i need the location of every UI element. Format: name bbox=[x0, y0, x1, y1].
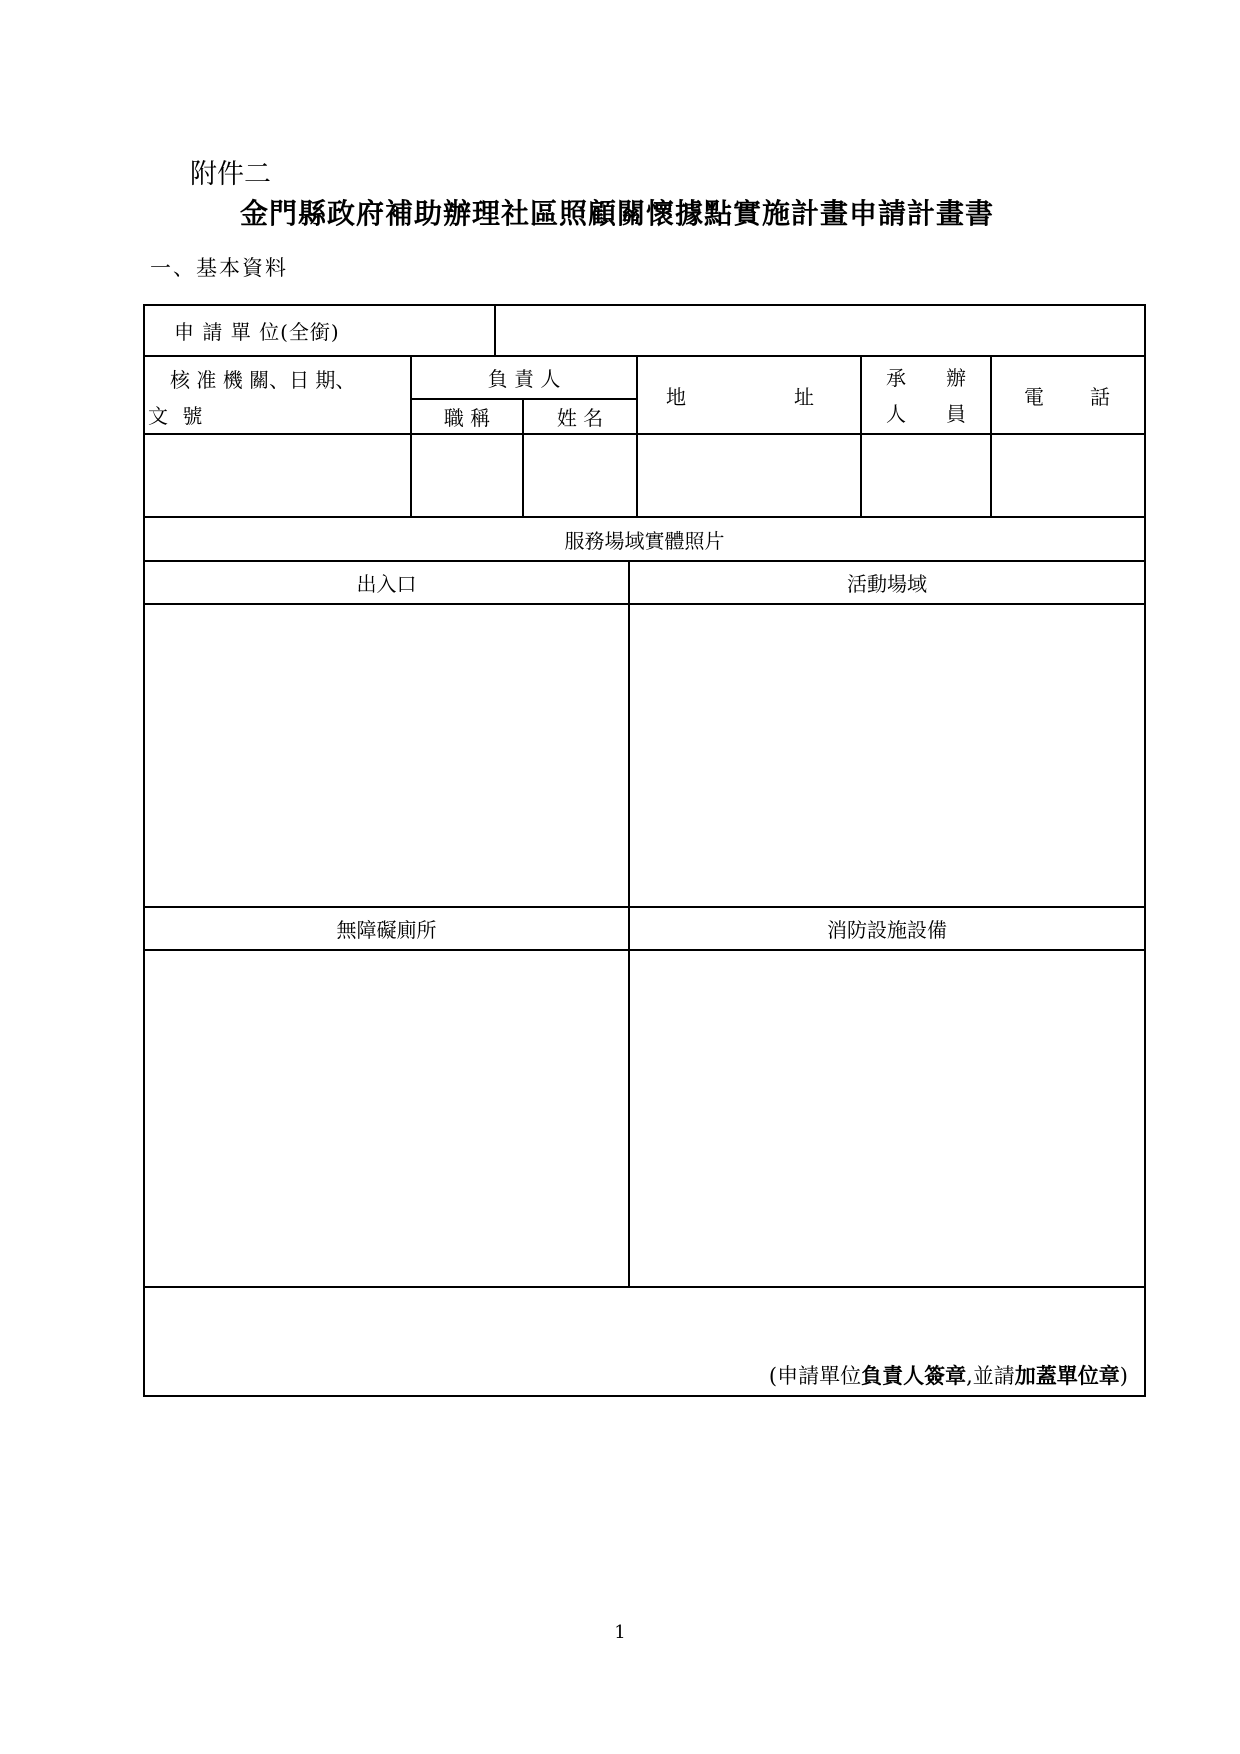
applicant-value-field[interactable] bbox=[498, 306, 1144, 355]
column-divider bbox=[494, 304, 496, 356]
approval-label bbox=[148, 362, 406, 434]
responsible-person-header: 負 責 人 bbox=[487, 367, 561, 391]
handler-header bbox=[886, 360, 966, 432]
address-field[interactable] bbox=[638, 435, 860, 516]
approval-label-line1: 核 准 機 關、日 期、 bbox=[170, 368, 356, 392]
handler-field[interactable] bbox=[862, 435, 990, 516]
address-char-1: 地 bbox=[666, 384, 686, 409]
address-char-2: 址 bbox=[794, 384, 814, 409]
applicant-label: 申 請 單 位(全銜) bbox=[174, 320, 340, 344]
job-title-field[interactable] bbox=[412, 435, 522, 516]
handler-line2 bbox=[886, 396, 966, 432]
accessible-toilet-photo-area[interactable] bbox=[145, 951, 628, 1286]
handler-char-1: 承 bbox=[886, 366, 906, 390]
signature-note bbox=[769, 1360, 1128, 1390]
phone-field[interactable] bbox=[992, 435, 1144, 516]
activity-area-header: 活動場域 bbox=[847, 572, 927, 596]
fire-equipment-photo-area[interactable] bbox=[630, 951, 1144, 1286]
handler-char-3: 人 bbox=[886, 402, 906, 426]
signature-text-2: ,並請 bbox=[966, 1364, 1015, 1388]
phone-char-2: 話 bbox=[1090, 384, 1110, 409]
signature-bold-1: 負責人簽章 bbox=[861, 1363, 967, 1388]
entrance-photo-area[interactable] bbox=[145, 605, 628, 906]
signature-text-1: 申請單位 bbox=[777, 1364, 862, 1388]
activity-area-photo-area[interactable] bbox=[630, 605, 1144, 906]
address-header bbox=[666, 357, 814, 433]
phone-header bbox=[1024, 357, 1110, 433]
job-title-header: 職 稱 bbox=[443, 406, 491, 430]
signature-close-paren: ) bbox=[1119, 1364, 1128, 1388]
document-title: 金門縣政府補助辦理社區照顧關懷據點實施計畫申請計畫書 bbox=[240, 197, 995, 230]
name-field[interactable] bbox=[524, 435, 636, 516]
annex-label: 附件二 bbox=[190, 159, 271, 190]
page-number: 1 bbox=[614, 1622, 626, 1643]
entrance-header: 出入口 bbox=[356, 572, 417, 596]
fire-equipment-header: 消防設施設備 bbox=[827, 918, 947, 942]
signature-bold-2: 加蓋單位章 bbox=[1014, 1363, 1120, 1388]
handler-char-4: 員 bbox=[946, 402, 966, 426]
signature-open-paren: ( bbox=[768, 1364, 778, 1388]
section-heading: 一、基本資料 bbox=[150, 256, 288, 280]
name-header: 姓 名 bbox=[556, 406, 604, 430]
handler-line1 bbox=[886, 360, 966, 396]
phone-char-1: 電 bbox=[1024, 384, 1044, 409]
photos-section-header: 服務場域實體照片 bbox=[564, 528, 725, 553]
approval-value-field[interactable] bbox=[145, 435, 410, 516]
approval-label-line2: 文 號 bbox=[148, 404, 207, 428]
accessible-toilet-header: 無障礙廁所 bbox=[336, 918, 437, 942]
handler-char-2: 辦 bbox=[946, 366, 966, 390]
row-divider bbox=[143, 355, 1146, 357]
